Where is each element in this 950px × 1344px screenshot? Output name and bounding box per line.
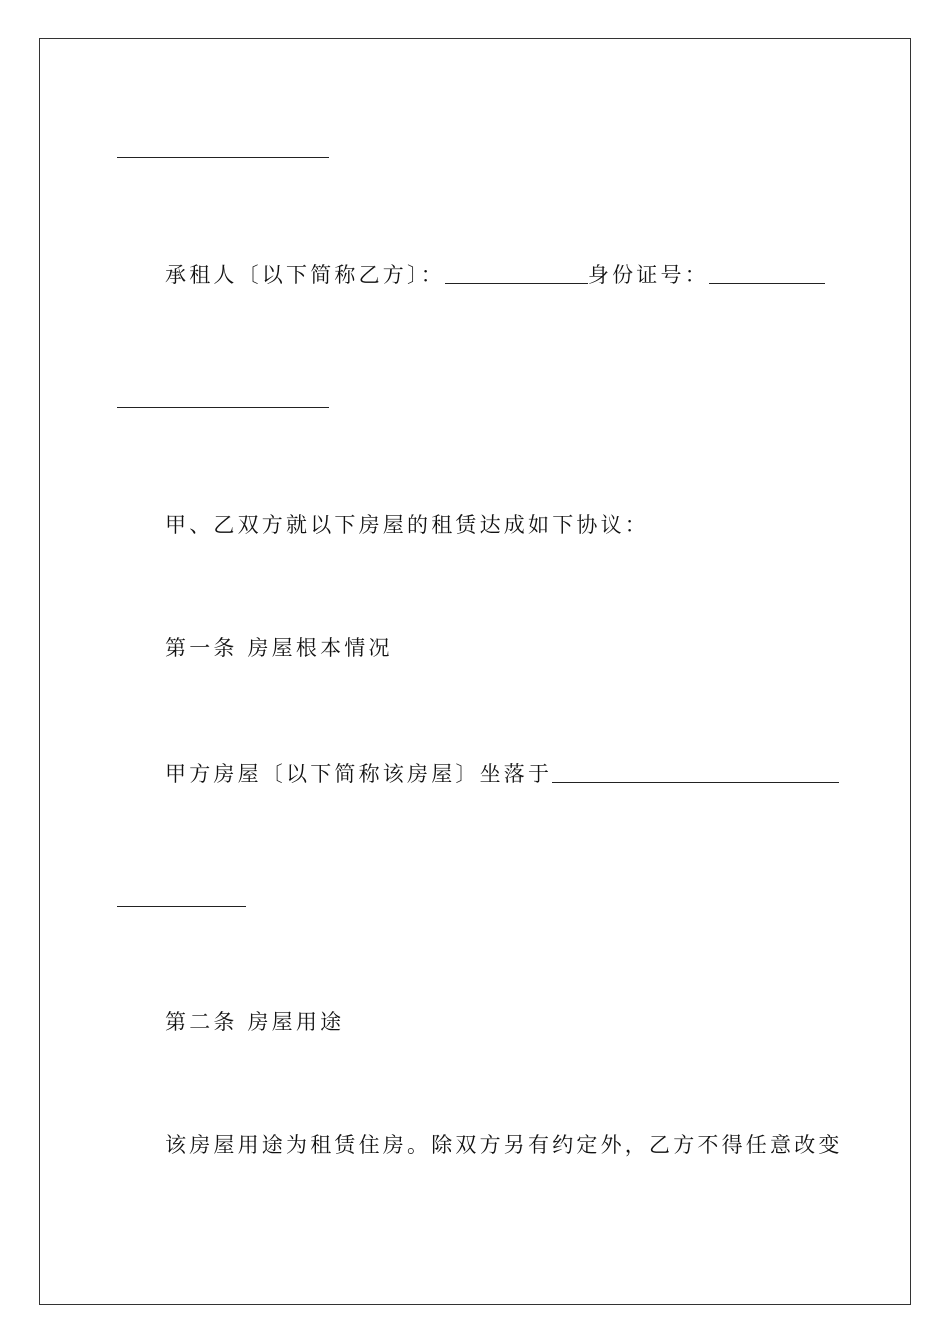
article-2-heading: 第二条 房屋用途 — [165, 1010, 345, 1034]
article-1-heading: 第一条 房屋根本情况 — [165, 636, 393, 660]
blank-line — [117, 157, 329, 158]
location-text: 甲方房屋〔以下简称该房屋〕坐落于 — [165, 762, 553, 786]
location-line — [165, 759, 839, 789]
id-number-blank — [709, 282, 825, 284]
blank-line — [117, 407, 329, 408]
blank-line — [117, 906, 246, 907]
location-blank — [552, 781, 839, 783]
page-frame — [39, 38, 911, 1305]
lessee-name-blank — [445, 282, 588, 284]
id-number-label: 身份证号： — [587, 263, 709, 287]
lessee-label: 承租人〔以下简称乙方〕： — [165, 263, 445, 287]
agreement-intro: 甲、乙双方就以下房屋的租赁达成如下协议： — [165, 513, 649, 537]
lessee-line — [165, 260, 825, 290]
article-2-body: 该房屋用途为租赁住房。除双方另有约定外，乙方不得任意改变 — [165, 1133, 843, 1157]
